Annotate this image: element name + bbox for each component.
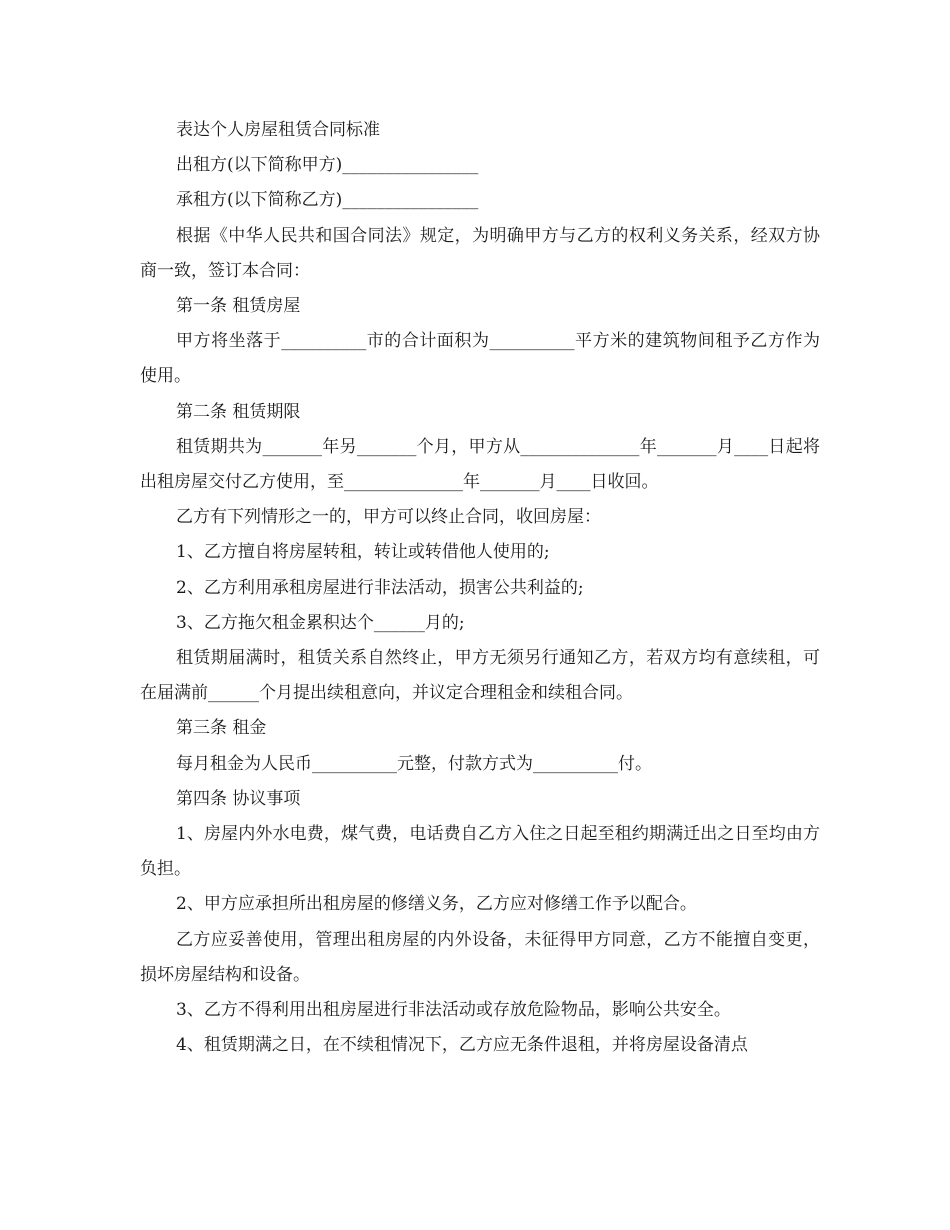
article-4-heading: 第四条 协议事项	[176, 788, 301, 809]
article-1-body: 甲方将坐落于__________市的合计面积为__________平方米的建筑物间租予乙方作为使用。	[140, 331, 820, 387]
termination-intro: 乙方有下列情形之一的，甲方可以终止合同，收回房屋：	[176, 507, 601, 528]
article-2-heading: 第二条 租赁期限	[176, 401, 301, 422]
termination-item-2: 2、乙方利用承租房屋进行非法活动，损害公共利益的;	[176, 577, 584, 598]
document-title: 表达个人房屋租赁合同标准	[176, 120, 380, 140]
agreement-item-1: 1、房屋内外水电费，煤气费，电话费自乙方入住之日起至租约期满迁出之日至均由方负担。	[140, 824, 820, 880]
article-1-heading: 第一条 租赁房屋	[176, 296, 301, 317]
agreement-item-2: 2、甲方应承担所出租房屋的修缮义务，乙方应对修缮工作予以配合。	[176, 894, 697, 915]
lessee-line: 承租方(以下简称乙方)________________	[176, 190, 479, 211]
renewal-paragraph: 租赁期届满时，租赁关系自然终止，甲方无须另行通知乙方，若双方均有意续租，可在届满前______个月提出续租意向，并议定合理租金和续租合同。	[140, 648, 820, 704]
equipment-paragraph: 乙方应妥善使用，管理出租房屋的内外设备，未征得甲方同意，乙方不能擅自变更，损坏房屋结构和设备。	[140, 929, 820, 985]
document-body	[140, 113, 820, 1063]
rent-paragraph: 每月租金为人民币__________元整，付款方式为__________付。	[176, 753, 652, 774]
termination-item-3: 3、乙方拖欠租金累积达个______月的;	[176, 612, 465, 633]
preamble-paragraph: 根据《中华人民共和国合同法》规定，为明确甲方与乙方的权利义务关系，经双方协商一致，签订本合同：	[140, 225, 820, 281]
lease-term-paragraph: 租赁期共为_______年另_______个月，甲方从______________年_______月____日起将出租房屋交付乙方使用，至______________年_______月____日收回。	[140, 436, 820, 493]
agreement-item-3: 3、乙方不得利用出租房屋进行非法活动或存放危险物品，影响公共安全。	[176, 1000, 731, 1021]
agreement-item-4: 4、租赁期满之日，在不续租情况下，乙方应无条件退租，并将房屋设备清点	[176, 1035, 748, 1056]
article-3-heading: 第三条 租金	[176, 718, 267, 739]
termination-item-1: 1、乙方擅自将房屋转租，转让或转借他人使用的;	[176, 542, 550, 563]
lessor-line: 出租方(以下简称甲方)________________	[176, 155, 479, 176]
